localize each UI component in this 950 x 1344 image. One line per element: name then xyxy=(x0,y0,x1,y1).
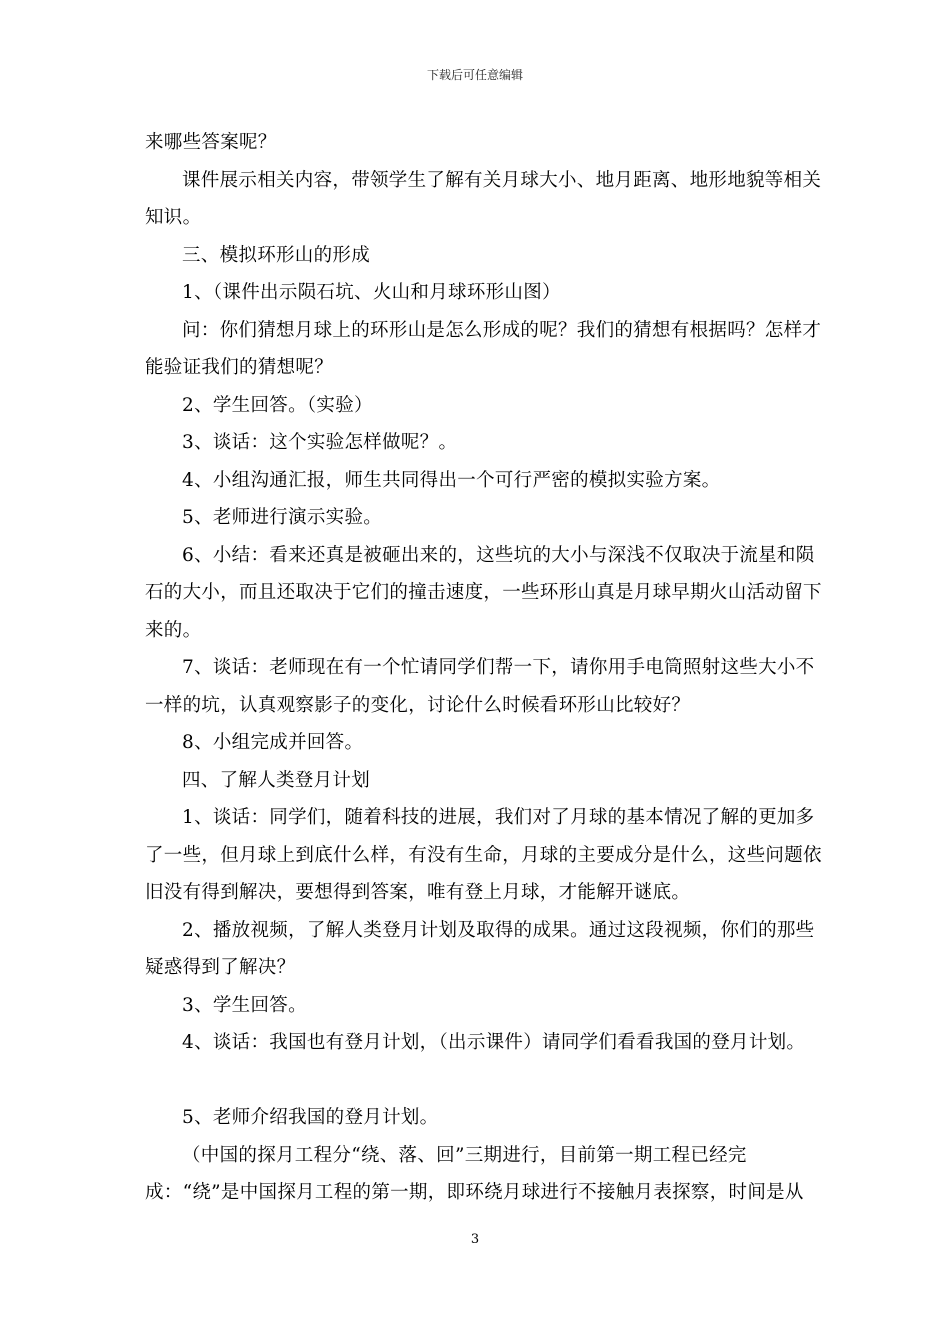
paragraph-12: 8、小组完成并回答。 xyxy=(182,732,364,753)
paragraph-14: 1、谈话：同学们，随着科技的进展，我们对了月球的基本情况了解的更加多了一些，但月球上到底什么样，有没有生命，月球的主要成分是什么，这些问题依旧没有得到解决，要想得到答案，唯有登上月球，才能解开谜底。 xyxy=(145,807,822,903)
document-body xyxy=(145,124,825,1212)
paragraph-1: 来哪些答案呢？ xyxy=(145,132,277,153)
section-heading-3: 三、模拟环形山的形成 xyxy=(182,244,371,266)
paragraph-8: 4、小组沟通汇报，师生共同得出一个可行严密的模拟实验方案。 xyxy=(182,469,721,491)
paragraph-11: 7、谈话：老师现在有一个忙请同学们帮一下，请你用手电筒照射这些大小不一样的坑，认真观察影子的变化，讨论什么时候看环形山比较好？ xyxy=(145,657,815,716)
paragraph-2: 课件展示相关内容，带领学生了解有关月球大小、地月距离、地形地貌等相关知识。 xyxy=(145,169,822,228)
paragraph-5: 问：你们猜想月球上的环形山是怎么形成的呢？我们的猜想有根据吗？怎样才能验证我们的猜想呢？ xyxy=(145,319,822,378)
paragraph-10: 6、小结：看来还真是被砸出来的，这些坑的大小与深浅不仅取决于流星和陨石的大小，而且还取决于它们的撞击速度，一些环形山真是月球早期火山活动留下来的。 xyxy=(145,544,822,641)
paragraph-19: 5、老师介绍我国的登月计划。 xyxy=(182,1107,439,1128)
paragraph-16: 3、学生回答。 xyxy=(182,994,307,1016)
paragraph-9: 5、老师进行演示实验。 xyxy=(182,507,383,528)
paragraph-15: 2、播放视频，了解人类登月计划及取得的成果。通过这段视频，你们的那些疑惑得到了解决？ xyxy=(145,919,815,978)
paragraph-4: 1、（课件出示陨石坑、火山和月球环形山图） xyxy=(182,282,561,303)
page-number: 3 xyxy=(470,1232,480,1247)
page-header: 下载后可任意编辑 xyxy=(426,68,523,82)
paragraph-17: 4、谈话：我国也有登月计划，（出示课件）请同学们看看我国的登月计划。 xyxy=(182,1032,806,1053)
blank-line xyxy=(145,1062,825,1100)
section-heading-4: 四、了解人类登月计划 xyxy=(182,769,371,791)
paragraph-6: 2、学生回答。（实验） xyxy=(182,394,373,416)
paragraph-20: （中国的探月工程分“绕、落、回”三期进行，目前第一期工程已经完成：“绕”是中国探月工程的第一期，即环绕月球进行不接触月表探察，时间是从 xyxy=(145,1144,804,1203)
paragraph-7: 3、谈话：这个实验怎样做呢？。 xyxy=(182,432,458,453)
